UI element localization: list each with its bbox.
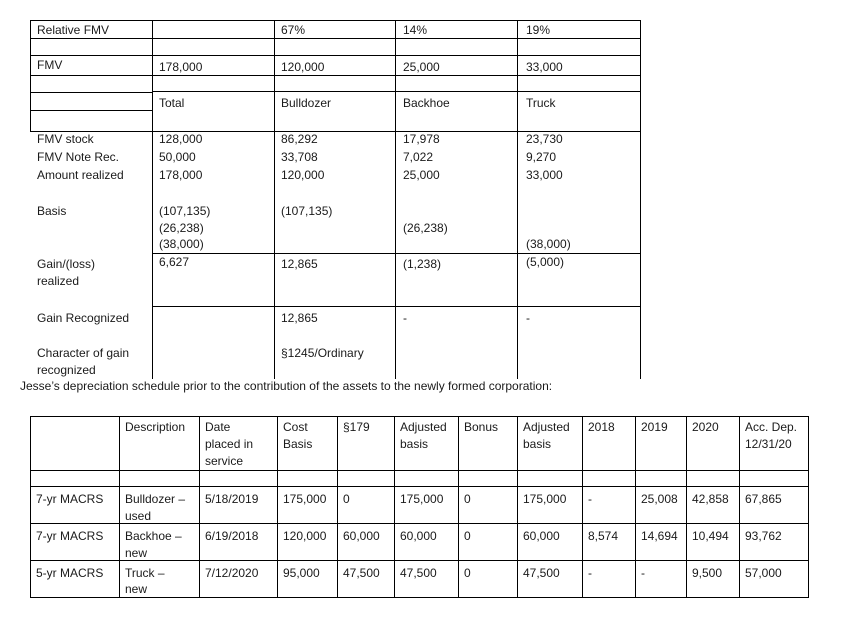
fmv-bulldozer: 120,000	[281, 60, 325, 74]
row1-cost: 175,000	[283, 492, 327, 506]
row-label-character: Character of gain	[37, 346, 130, 360]
fmv-note-truck: 9,270	[526, 150, 557, 164]
fmv-note-total: 50,000	[159, 150, 196, 164]
basis-backhoe: (26,238)	[403, 221, 448, 235]
row2-2018: 8,574	[588, 529, 619, 543]
row1-adj: 175,000	[400, 492, 444, 506]
fmv-note-bulldozer: 33,708	[281, 150, 318, 164]
column-header-backhoe: Backhoe	[403, 96, 450, 110]
row3-bonus: 0	[464, 566, 471, 580]
row2-desc: Backhoe –	[125, 529, 182, 543]
row3-2020: 9,500	[692, 566, 723, 580]
fmv-total: 178,000	[159, 60, 203, 74]
amount-realized-backhoe: 25,000	[403, 168, 440, 182]
row1-acc: 67,865	[745, 492, 782, 506]
header-description: Description	[125, 420, 186, 434]
header-bonus: Bonus	[464, 420, 499, 434]
row2-s179: 60,000	[343, 529, 380, 543]
row1-desc: Bulldozer –	[125, 492, 186, 506]
header-acc-dep: Acc. Dep.	[745, 420, 798, 434]
row3-desc: Truck –	[125, 566, 165, 580]
row2-date: 6/19/2018	[205, 529, 259, 543]
gain-realized-truck: (5,000)	[526, 255, 565, 269]
row1-s179: 0	[343, 492, 350, 506]
basis-total-backhoe: (26,238)	[159, 221, 204, 235]
row-label-relative-fmv: Relative FMV	[37, 23, 110, 37]
row3-acc: 57,000	[745, 566, 782, 580]
fmv-stock-total: 128,000	[159, 132, 203, 146]
row2-acc: 93,762	[745, 529, 782, 543]
row3-adjb: 47,500	[523, 566, 560, 580]
header-s179: §179	[343, 420, 370, 434]
relative-fmv-backhoe: 14%	[403, 23, 428, 37]
row1-adjb: 175,000	[523, 492, 567, 506]
basis-bulldozer: (107,135)	[281, 204, 333, 218]
row1-class: 7-yr MACRS	[36, 492, 104, 506]
header-2019: 2019	[641, 420, 668, 434]
row2-2020: 10,494	[692, 529, 729, 543]
row-label-fmv: FMV	[37, 58, 63, 72]
header-2020: 2020	[692, 420, 719, 434]
gain-realized-total: 6,627	[159, 255, 190, 269]
row-label-gain-loss: Gain/(loss)	[37, 257, 96, 271]
amount-realized-truck: 33,000	[526, 168, 563, 182]
row2-adjb: 60,000	[523, 529, 560, 543]
row3-desc-2: new	[125, 582, 148, 596]
row3-s179: 47,500	[343, 566, 380, 580]
fmv-stock-bulldozer: 86,292	[281, 132, 318, 146]
header-adjusted-2: Adjusted	[523, 420, 570, 434]
relative-fmv-bulldozer: 67%	[281, 23, 306, 37]
row2-class: 7-yr MACRS	[36, 529, 104, 543]
basis-total-truck: (38,000)	[159, 237, 204, 251]
row-label-basis: Basis	[37, 204, 67, 218]
fmv-stock-truck: 23,730	[526, 132, 563, 146]
row-label-amount-realized: Amount realized	[37, 168, 124, 182]
header-adjusted-basis: basis	[400, 437, 429, 451]
row3-cost: 95,000	[283, 566, 320, 580]
header-acc-dep-date: 12/31/20	[745, 437, 792, 451]
row1-desc-2: used	[125, 509, 152, 523]
row1-2019: 25,008	[641, 492, 678, 506]
row2-bonus: 0	[464, 529, 471, 543]
row-label-gain-recognized: Gain Recognized	[37, 311, 130, 325]
row1-date: 5/18/2019	[205, 492, 259, 506]
header-cost-basis: Basis	[283, 437, 313, 451]
row2-cost: 120,000	[283, 529, 327, 543]
amount-realized-total: 178,000	[159, 168, 203, 182]
row-label-fmv-note: FMV Note Rec.	[37, 150, 120, 164]
column-header-total: Total	[159, 96, 185, 110]
row-label-fmv-stock: FMV stock	[37, 132, 94, 146]
relative-fmv-truck: 19%	[526, 23, 551, 37]
header-adjusted-basis-2: basis	[523, 437, 552, 451]
gain-realized-backhoe: (1,238)	[403, 257, 442, 271]
row3-2018: -	[588, 566, 592, 580]
header-date-service: service	[205, 454, 244, 468]
row3-class: 5-yr MACRS	[36, 566, 104, 580]
gain-recognized-bulldozer: 12,865	[281, 311, 318, 325]
gain-recognized-truck: -	[526, 311, 530, 325]
row1-2018: -	[588, 492, 592, 506]
row1-2020: 42,858	[692, 492, 729, 506]
fmv-stock-backhoe: 17,978	[403, 132, 440, 146]
row2-adj: 60,000	[400, 529, 437, 543]
fmv-truck: 33,000	[526, 60, 563, 74]
depreciation-caption: Jesse’s depreciation schedule prior to the contribution of the assets to the newly formed corporation:	[20, 379, 553, 393]
header-cost: Cost	[283, 420, 308, 434]
header-date: Date	[205, 420, 231, 434]
row2-2019: 14,694	[641, 529, 678, 543]
row-label-realized: realized	[37, 274, 80, 288]
fmv-note-backhoe: 7,022	[403, 150, 434, 164]
amount-realized-bulldozer: 120,000	[281, 168, 325, 182]
row1-bonus: 0	[464, 492, 471, 506]
basis-truck: (38,000)	[526, 237, 571, 251]
row3-adj: 47,500	[400, 566, 437, 580]
row2-desc-2: new	[125, 546, 148, 560]
gain-realized-bulldozer: 12,865	[281, 257, 318, 271]
basis-total-bulldozer: (107,135)	[159, 204, 211, 218]
header-2018: 2018	[588, 420, 615, 434]
fmv-backhoe: 25,000	[403, 60, 440, 74]
column-header-truck: Truck	[526, 96, 556, 110]
character-bulldozer: §1245/Ordinary	[281, 346, 364, 360]
row-label-character-recognized: recognized	[37, 363, 96, 377]
gain-recognized-backhoe: -	[403, 311, 407, 325]
row3-2019: -	[641, 566, 645, 580]
header-adjusted: Adjusted	[400, 420, 447, 434]
column-header-bulldozer: Bulldozer	[281, 96, 332, 110]
row3-date: 7/12/2020	[205, 566, 259, 580]
header-date-placed: placed in	[205, 437, 254, 451]
